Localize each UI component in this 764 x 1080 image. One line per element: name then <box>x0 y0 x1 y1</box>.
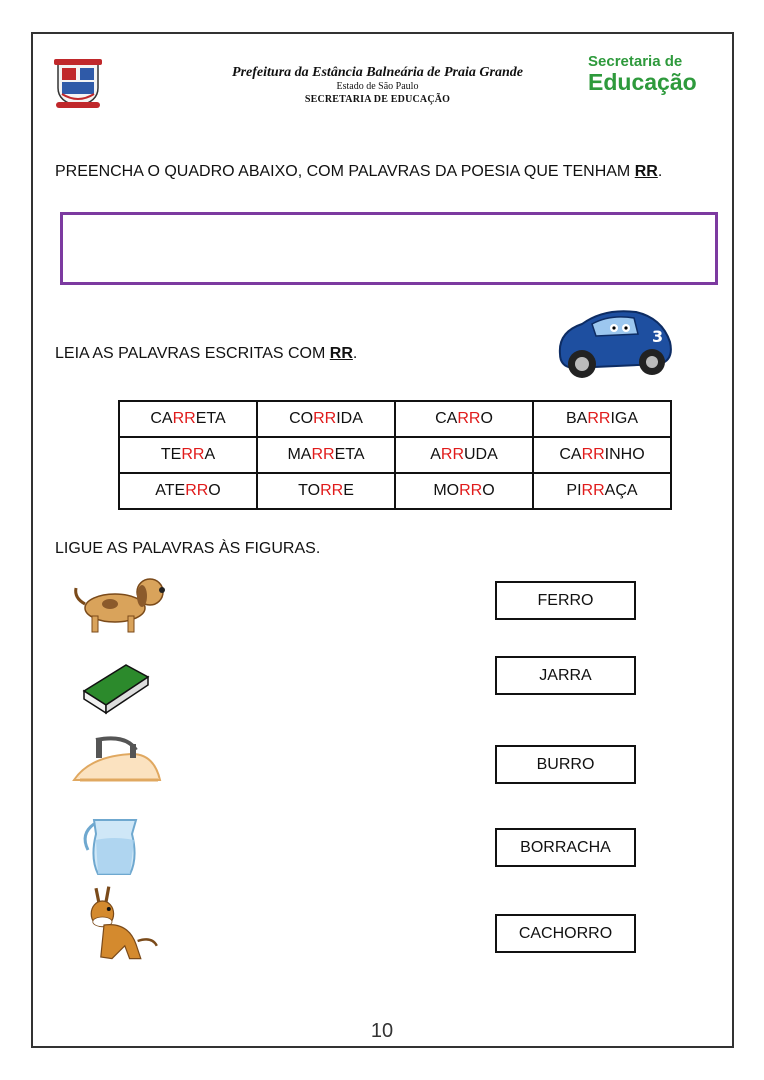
word-part: IGA <box>610 410 638 427</box>
word-part: CO <box>289 410 314 427</box>
header-title: Prefeitura da Estância Balneária de Praia Grande <box>232 65 523 80</box>
word-part: O <box>482 482 495 499</box>
instruction-fill-end: . <box>657 163 663 180</box>
word-cell <box>119 437 257 473</box>
jug-picture-icon <box>70 805 170 885</box>
donkey-picture-icon <box>70 885 170 965</box>
word-part: A <box>204 446 216 463</box>
city-crest-icon <box>50 58 106 110</box>
header-department: SECRETARIA DE EDUCAÇÃO <box>304 94 451 105</box>
word-part: BA <box>565 410 588 427</box>
header-block <box>190 64 565 107</box>
svg-text:3: 3 <box>652 327 664 346</box>
table-row <box>119 401 671 437</box>
option-burro[interactable]: BURRO <box>495 745 636 784</box>
word-rr-part: RR <box>587 410 611 427</box>
eraser-picture-icon <box>70 645 170 725</box>
word-part: CA <box>559 446 582 463</box>
word-rr-part: RR <box>459 482 483 499</box>
word-part: O <box>480 410 493 427</box>
word-part: A <box>430 446 441 463</box>
word-part: TO <box>298 482 321 499</box>
instruction-read-highlight: RR <box>329 345 353 362</box>
logo-line1: Secretaria de <box>588 53 683 70</box>
word-part: ETA <box>195 410 226 427</box>
word-part: MO <box>433 482 460 499</box>
word-part: UDA <box>464 446 498 463</box>
word-rr-part: RR <box>581 482 605 499</box>
option-jarra[interactable]: JARRA <box>495 656 636 695</box>
rr-words-table <box>118 400 672 510</box>
instruction-match: LIGUE AS PALAVRAS ÀS FIGURAS. <box>55 540 321 557</box>
word-part: MA <box>287 446 312 463</box>
instruction-fill-highlight: RR <box>634 163 658 180</box>
answer-box[interactable] <box>60 212 718 285</box>
dog-picture-icon <box>70 565 170 645</box>
instruction-read-words <box>55 345 357 363</box>
word-part: CA <box>435 410 458 427</box>
toy-car-icon <box>552 302 676 384</box>
word-part: ETA <box>334 446 365 463</box>
word-cell <box>257 401 395 437</box>
word-part: E <box>343 482 354 499</box>
word-rr-part: RR <box>313 410 337 427</box>
word-rr-part: RR <box>311 446 335 463</box>
word-cell <box>533 437 671 473</box>
word-cell <box>257 437 395 473</box>
word-rr-part: RR <box>181 446 205 463</box>
word-part: CA <box>150 410 173 427</box>
word-part: IDA <box>336 410 363 427</box>
instruction-fill-box <box>55 162 700 182</box>
word-part: PI <box>566 482 582 499</box>
option-borracha[interactable]: BORRACHA <box>495 828 636 867</box>
instruction-read-end: . <box>352 345 358 362</box>
word-cell <box>119 401 257 437</box>
word-part: ATE <box>155 482 186 499</box>
header-state: Estado de São Paulo <box>336 81 419 92</box>
word-cell <box>395 437 533 473</box>
word-cell <box>257 473 395 509</box>
page-number: 10 <box>370 1020 394 1042</box>
secretaria-logo <box>588 54 703 94</box>
word-cell <box>119 473 257 509</box>
iron-picture-icon <box>70 720 170 800</box>
option-ferro[interactable]: FERRO <box>495 581 636 620</box>
instruction-fill-text: PREENCHA O QUADRO ABAIXO, COM PALAVRAS DA POESIA QUE TENHAM <box>55 163 631 180</box>
logo-line2: Educação <box>588 69 697 95</box>
word-cell <box>395 473 533 509</box>
word-rr-part: RR <box>172 410 196 427</box>
word-rr-part: RR <box>581 446 605 463</box>
word-part: O <box>208 482 221 499</box>
word-rr-part: RR <box>440 446 464 463</box>
table-row <box>119 473 671 509</box>
word-cell <box>395 401 533 437</box>
word-cell <box>533 473 671 509</box>
word-rr-part: RR <box>185 482 209 499</box>
word-cell <box>533 401 671 437</box>
table-row <box>119 437 671 473</box>
instruction-read-text: LEIA AS PALAVRAS ESCRITAS COM <box>55 345 326 362</box>
option-cachorro[interactable]: CACHORRO <box>495 914 636 953</box>
word-rr-part: RR <box>457 410 481 427</box>
word-part: TE <box>160 446 182 463</box>
word-part: AÇA <box>604 482 638 499</box>
word-rr-part: RR <box>320 482 344 499</box>
word-part: INHO <box>604 446 645 463</box>
